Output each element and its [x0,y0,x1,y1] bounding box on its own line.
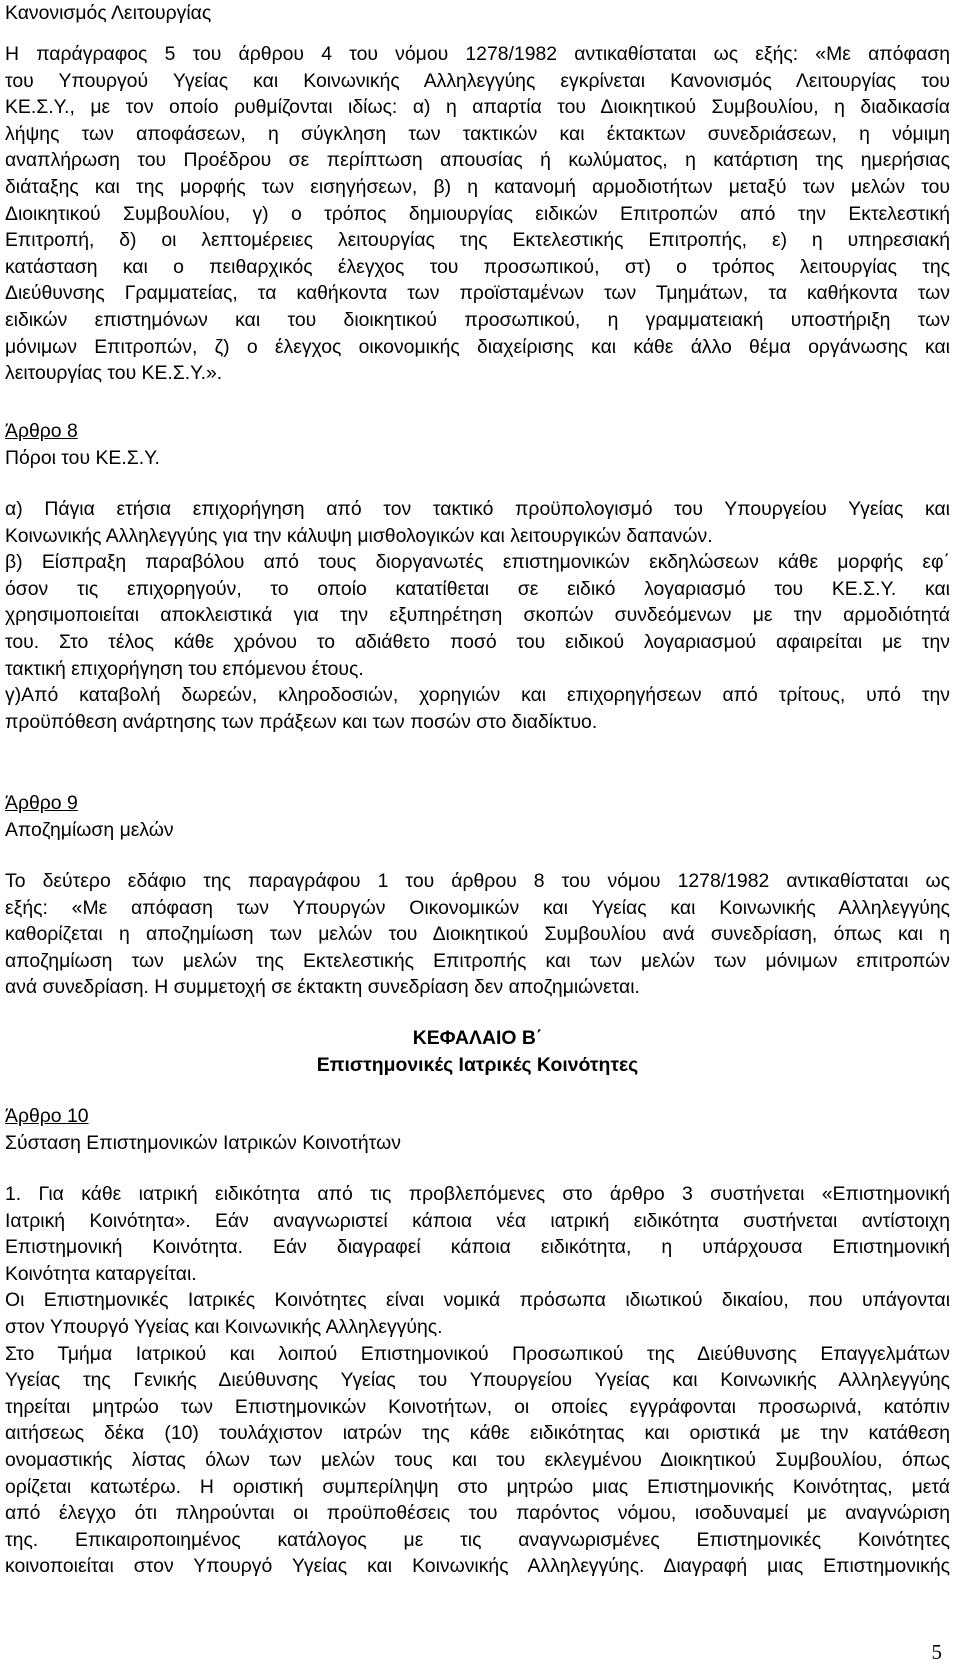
text-line: Επιστημονική Κοινότητα. Εάν διαγραφεί κάποια ειδικότητα, η υπάρχουσα Επιστημονική [5,1236,950,1259]
text-line: της. Επικαιροποιημένος κατάλογος με τις αναγνωρισμένες Επιστημονικές Κοινότητες [5,1528,950,1551]
article-subtitle: Σύσταση Επιστημονικών Ιατρικών Κοινοτήτων [5,1131,401,1154]
text-line: ειδικών επιστημόνων και του διοικητικού προσωπικού, η γραμματειακή υποστήριξη των [5,308,950,331]
text-line: τηρείται μητρώο των Επιστημονικών Κοινοτήτων, οι οποίες εγγράφονται προσωρινά, κατόπιν [5,1395,950,1418]
text-line: ονομαστικής λίστας όλων των μελών τους και του εκλεγμένου Διοικητικού Συμβουλίου, όπως [5,1448,950,1471]
text-line: εξής: «Με απόφαση των Υπουργών Οικονομικών και Υγείας και Κοινωνικής Αλληλεγγύης [5,896,950,919]
article-title: Άρθρο 9 [5,792,78,814]
text-line: από έλεγχο ότι πληρούνται οι προϋποθέσεις του παρόντος νόμου, ισοδυναμεί με αναγνώριση [5,1502,950,1525]
text-line: 1. Για κάθε ιατρική ειδικότητα από τις προβλεπόμενες στο άρθρο 3 συστήνεται «Επιστημονική [5,1183,950,1205]
text-line: κοινοποιείται στον Υπουργό Υγείας και Κοινωνικής Αλληλεγγύης. Διαγραφή μιας Επιστημονικής [5,1555,950,1578]
text-line: β) Είσπραξη παραβόλου από τους διοργανωτές επιστημονικών εκδηλώσεων κάθε μορφής εφ΄ [5,551,950,574]
page-number: 5 [931,1640,942,1664]
text-line: διάταξης και της μορφής των εισηγήσεων, β) η κατανομή αρμοδιοτήτων μεταξύ των μελών του [5,175,950,198]
article-9-body [5,868,950,1001]
paragraph-regulation [5,41,950,387]
text-line: Υγείας της Γενικής Διεύθυνσης Υγείας του Υπουργείου Υγείας και Κοινωνικής Αλληλεγγύης [5,1369,950,1392]
chapter-heading [5,1025,950,1078]
article-title: Άρθρο 8 [5,420,78,442]
text-line: γ)Από καταβολή δωρεών, κληροδοσιών, χορηγιών και επιχορηγήσεων από τρίτους, υπό την [5,684,950,707]
text-line: ορίζεται κατωτέρω. Η οριστική συμπερίληψη στο μητρώο μιας Επιστημονικής Κοινότητας, μετά [5,1475,950,1498]
document-heading: Κανονισμός Λειτουργίας [5,2,212,24]
text-line: Διεύθυνσης Γραμματείας, τα καθήκοντα των προϊσταμένων των Τμημάτων, τα καθήκοντα των [5,282,950,305]
article-10-body [5,1181,950,1580]
text-line: αναπλήρωση του Προέδρου σε περίπτωση απουσίας ή κωλύματος, η κατάρτιση της ημερήσιας [5,149,950,172]
chapter-subtitle: Επιστημονικές Ιατρικές Κοινότητες [316,1053,639,1076]
chapter-title: ΚΕΦΑΛΑΙΟ Β΄ [412,1027,543,1049]
text-line: ΚΕ.Σ.Υ., με τον οποίο ρυθμίζονται ιδίως: α) η απαρτία του Διοικητικού Συμβουλίου, η διαδικασία [5,96,950,119]
text-line: του Υπουργού Υγείας και Κοινωνικής Αλληλεγγύης εγκρίνεται Κανονισμός Λειτουργίας του [5,69,950,92]
text-line: λειτουργίας του ΚΕ.Σ.Υ.». [5,362,223,385]
text-line: Ιατρική Κοινότητα». Εάν αναγνωριστεί κάποια νέα ιατρική ειδικότητα συστήνεται αντίστοιχη [5,1209,950,1232]
text-line: Επιτροπή, δ) οι λεπτομέρειες λειτουργίας της Εκτελεστικής Επιτροπής, ε) η υπηρεσιακή [5,229,950,252]
article-subtitle: Πόροι του ΚΕ.Σ.Υ. [5,446,160,469]
text-line: Διοικητικού Συμβουλίου, γ) ο τρόπος δημιουργίας ειδικών Επιτροπών από την Εκτελεστική [5,202,950,225]
text-line: κατάσταση και ο πειθαρχικός έλεγχος του προσωπικού, στ) ο τρόπος λειτουργίας της [5,255,950,278]
article-subtitle: Αποζημίωση μελών [5,818,174,841]
text-line: Οι Επιστημονικές Ιατρικές Κοινότητες είναι νομικά πρόσωπα ιδιωτικού δικαίου, που υπάγονται [5,1289,950,1312]
text-line: Στο Τμήμα Ιατρικού και λοιπού Επιστημονικού Προσωπικού της Διεύθυνσης Επαγγελμάτων [5,1342,950,1365]
article-8 [5,418,950,471]
text-line: Το δεύτερο εδάφιο της παραγράφου 1 του άρθρου 8 του νόμου 1278/1982 αντικαθίσταται ως [5,870,950,892]
text-line: τακτική επιχορήγηση του επόμενου έτους. [5,657,364,680]
text-line: α) Πάγια ετήσια επιχορήγηση από τον τακτικό προϋπολογισμό του Υπουργείου Υγείας και [5,498,950,520]
text-line: αιτήσεως δέκα (10) τουλάχιστον ιατρών της κάθε ειδικότητας και οριστικά με την κατάθεση [5,1422,950,1445]
text-line: Κοινότητα καταργείται. [5,1262,197,1285]
article-9 [5,790,950,843]
article-10 [5,1103,950,1156]
text-line: αποζημίωση των μελών της Εκτελεστικής Επιτροπής και των μελών των μόνιμων επιτροπών [5,949,950,972]
text-line: καθορίζεται η αποζημίωση των μελών του Διοικητικού Συμβουλίου ανά συνεδρίαση, όπως και η [5,923,950,946]
article-8-body [5,496,950,735]
text-line: όσον τις επιχορηγούν, το οποίο κατατίθεται σε ειδικό λογαριασμό του ΚΕ.Σ.Υ. και [5,577,950,600]
article-title: Άρθρο 10 [5,1105,89,1127]
text-line: του. Στο τέλος κάθε χρόνου το αδιάθετο ποσό του ειδικού λογαριασμού αφαιρείται με την [5,630,950,653]
text-line: Η παράγραφος 5 του άρθρου 4 του νόμου 1278/1982 αντικαθίσταται ως εξής: «Με απόφαση [5,43,950,65]
text-line: στον Υπουργό Υγείας και Κοινωνικής Αλληλεγγύης. [5,1315,443,1338]
text-line: μόνιμων Επιτροπών, ζ) ο έλεγχος οικονομικής διαχείρισης και κάθε άλλο θέμα οργάνωσης και [5,335,950,358]
text-line: λήψης των αποφάσεων, η σύγκληση των τακτικών και έκτακτων συνεδριάσεων, η νόμιμη [5,122,950,145]
text-line: Κοινωνικής Αλληλεγγύης για την κάλυψη μισθολογικών και λειτουργικών δαπανών. [5,524,713,547]
text-line: προϋπόθεση ανάρτησης των πράξεων και των ποσών στο διαδίκτυο. [5,710,598,733]
text-line: χρησιμοποιείται αποκλειστικά για την εξυπηρέτηση σκοπών συνδεόμενων με την αρμοδιότητά [5,604,950,627]
text-line: ανά συνεδρίαση. Η συμμετοχή σε έκτακτη συνεδρίαση δεν αποζημιώνεται. [5,976,640,999]
